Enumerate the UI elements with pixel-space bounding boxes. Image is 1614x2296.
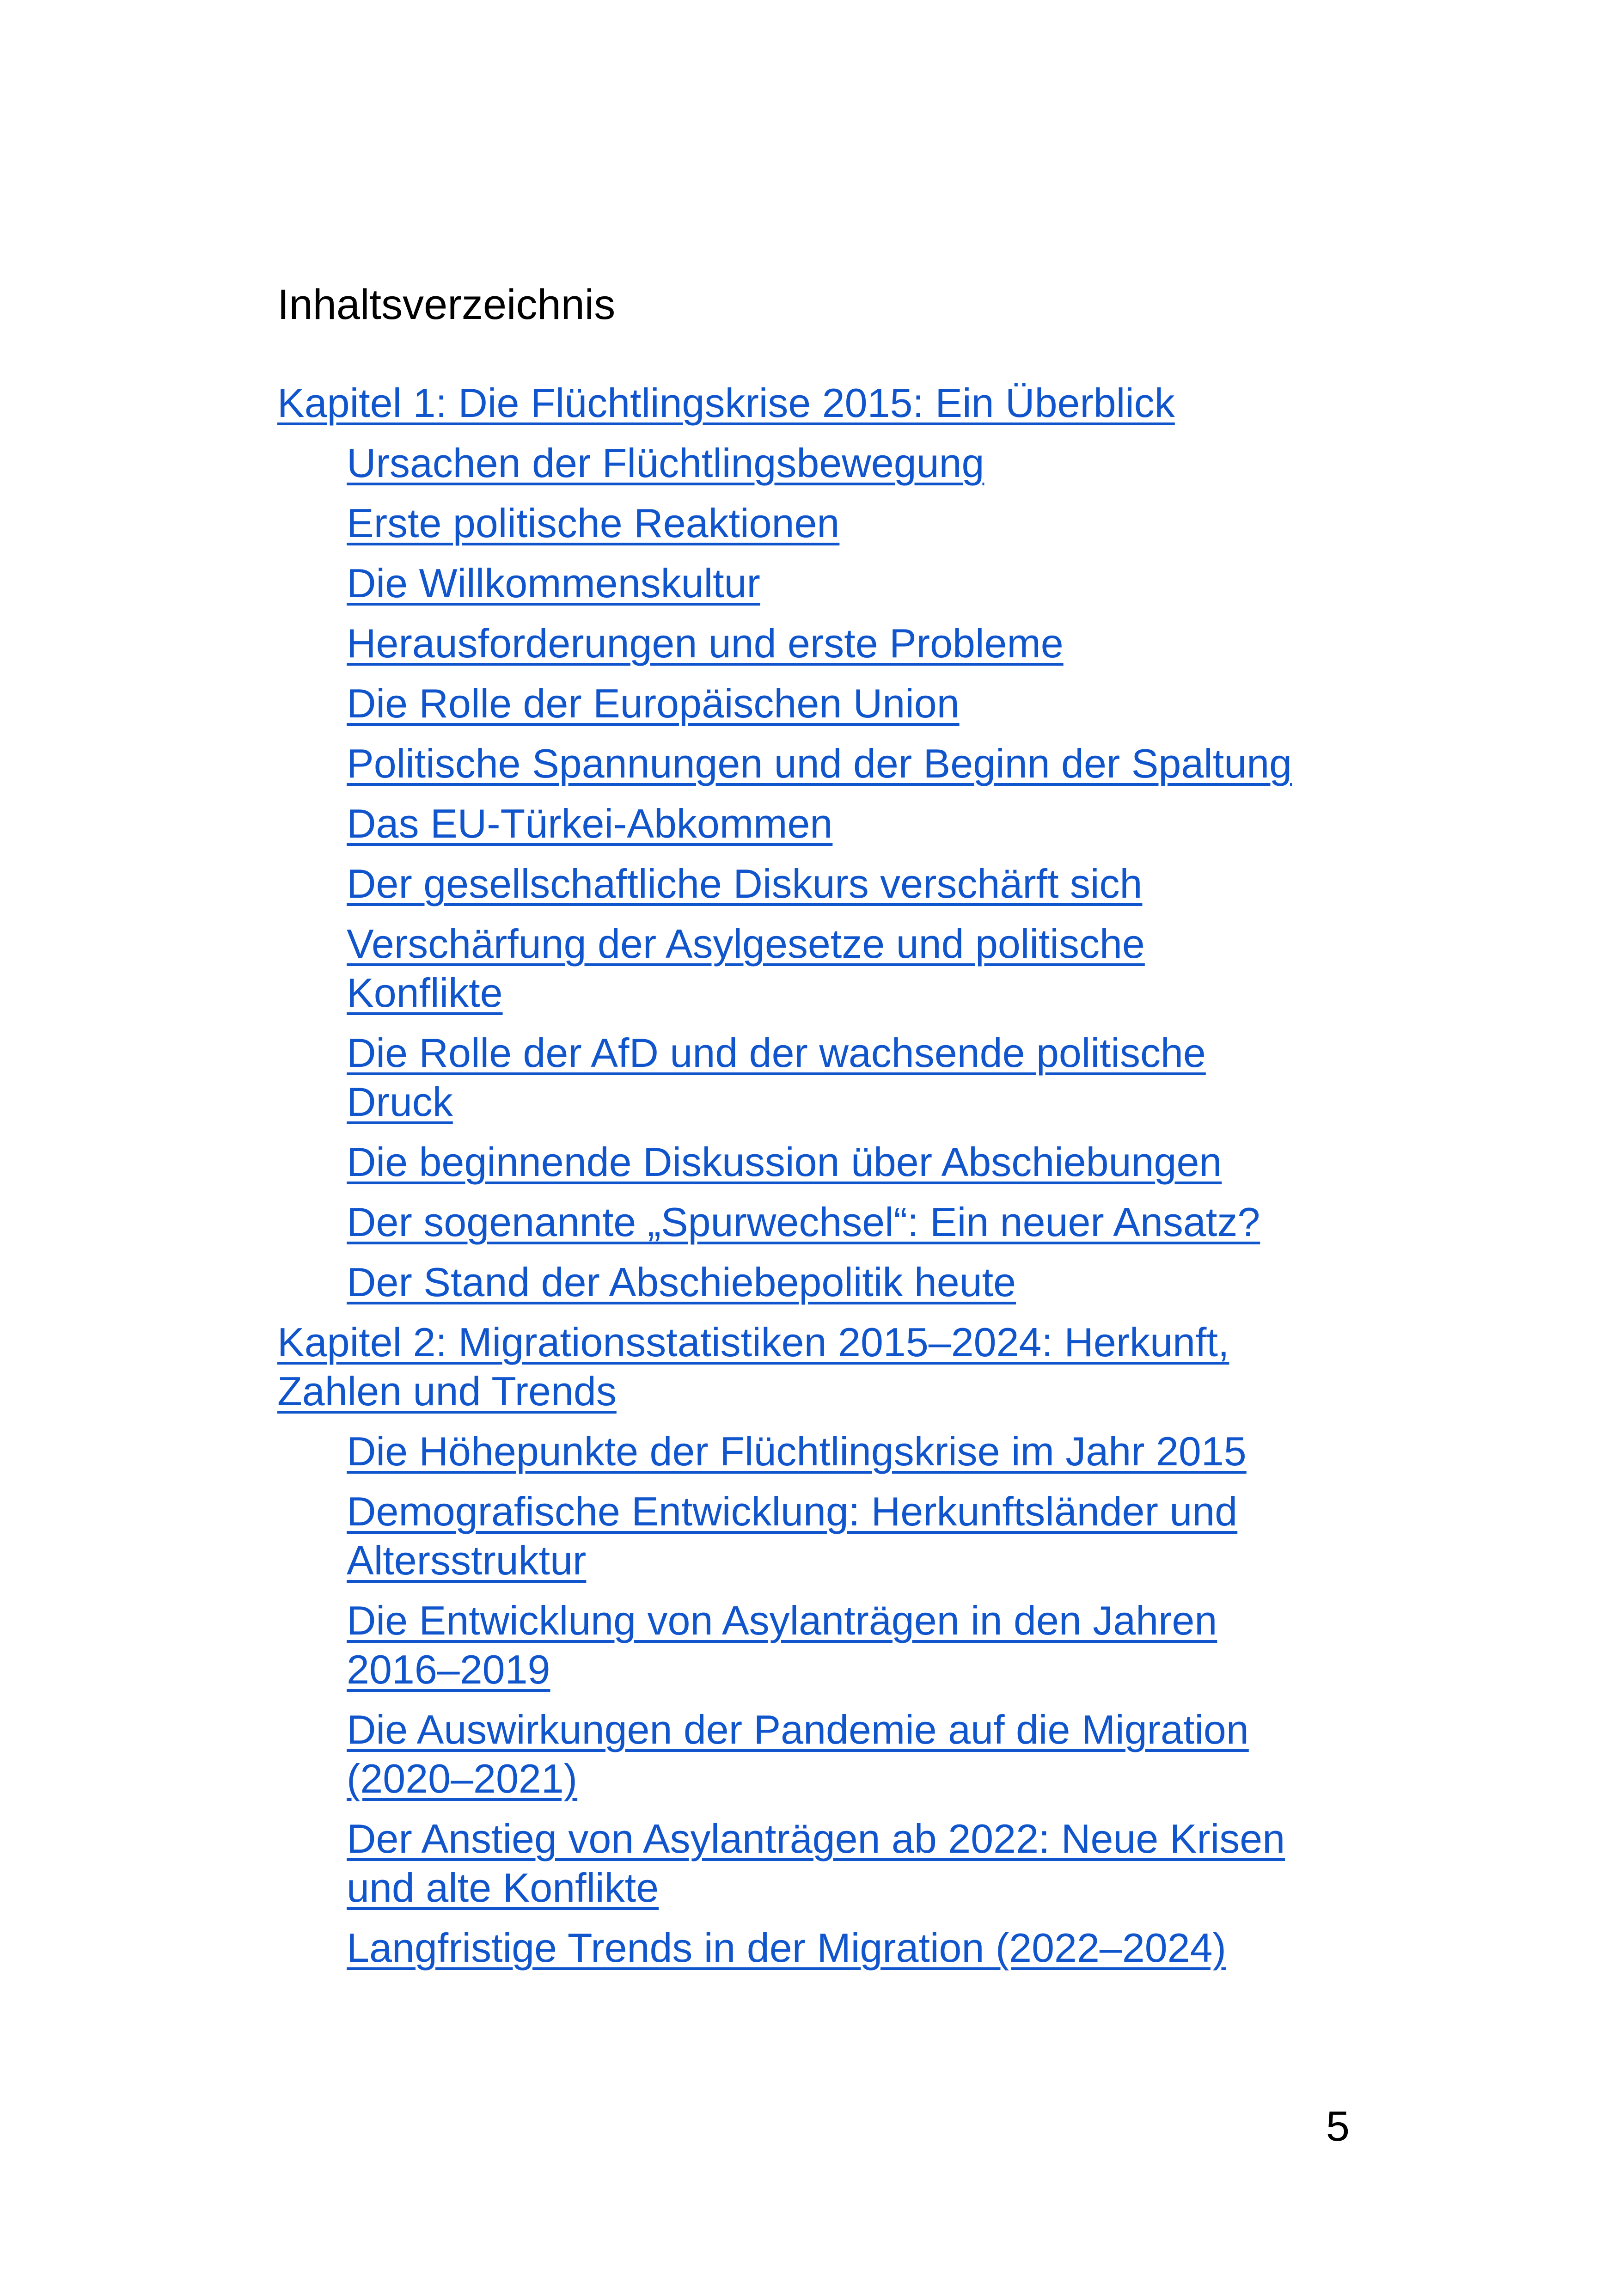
toc-section-link[interactable] (277, 1923, 1387, 1972)
toc-entry-line: Demografische Entwicklung: Herkunftsländer und (347, 1488, 1238, 1534)
toc-section-link[interactable] (277, 1596, 1387, 1694)
toc-entry-line: Herausforderungen und erste Probleme (347, 620, 1064, 666)
toc-entry-line: Das EU-Türkei-Abkommen (347, 801, 833, 846)
toc-entry-line: Politische Spannungen und der Beginn der Spaltung (347, 741, 1292, 786)
toc-section-link[interactable] (277, 1138, 1387, 1187)
toc-entry-line: und alte Konflikte (347, 1865, 659, 1910)
toc-chapter-link[interactable] (277, 379, 1387, 428)
toc-entry-line: Der Anstieg von Asylanträgen ab 2022: Neue Krisen (347, 1816, 1285, 1861)
toc-entry-line: Die Rolle der Europäischen Union (347, 680, 960, 726)
toc-section-link[interactable] (277, 679, 1387, 728)
toc-entry-line: Die Entwicklung von Asylanträgen in den Jahren (347, 1598, 1217, 1643)
toc-section-link[interactable] (277, 439, 1387, 488)
toc-entry-line: Altersstruktur (347, 1537, 587, 1583)
toc-section-link[interactable] (277, 619, 1387, 668)
toc-entry-line: Verschärfung der Asylgesetze und politische (347, 921, 1145, 967)
toc-entry-line: Die beginnende Diskussion über Abschiebungen (347, 1139, 1222, 1185)
toc-entry-line: Der Stand der Abschiebepolitik heute (347, 1259, 1016, 1305)
toc-entry-line: Die Willkommenskultur (347, 560, 760, 606)
toc-entry-line: Langfristige Trends in der Migration (2022–2024) (347, 1925, 1226, 1971)
toc-section-link[interactable] (277, 859, 1387, 908)
toc-section-link[interactable] (277, 1258, 1387, 1307)
toc-section-link[interactable] (277, 799, 1387, 848)
toc-entry-line: Die Auswirkungen der Pandemie auf die Migration (347, 1707, 1249, 1752)
toc-entry-line: Ursachen der Flüchtlingsbewegung (347, 440, 984, 486)
toc-entry-line: 2016–2019 (347, 1647, 550, 1692)
toc-section-link[interactable] (277, 1487, 1387, 1585)
toc-entry-line: Kapitel 1: Die Flüchtlingskrise 2015: Ein Überblick (277, 380, 1175, 426)
toc-title: Inhaltsverzeichnis (277, 281, 616, 328)
toc-section-link[interactable] (277, 1705, 1387, 1803)
toc-entry-line: Druck (347, 1079, 453, 1125)
toc-chapter-link[interactable] (277, 1318, 1387, 1416)
page-number: 5 (1326, 2103, 1350, 2150)
toc-entry-line: Kapitel 2: Migrationsstatistiken 2015–2024: Herkunft, (277, 1319, 1229, 1365)
toc-entry-line: Die Rolle der AfD und der wachsende politische (347, 1030, 1206, 1076)
toc-entry-line: Zahlen und Trends (277, 1368, 617, 1414)
toc-section-link[interactable] (277, 1814, 1387, 1912)
toc-section-link[interactable] (277, 1198, 1387, 1247)
toc-list (277, 379, 1387, 1984)
toc-entry-line: Der sogenannte „Spurwechsel“: Ein neuer Ansatz? (347, 1199, 1260, 1245)
toc-entry-line: (2020–2021) (347, 1756, 578, 1801)
toc-section-link[interactable] (277, 1427, 1387, 1476)
toc-section-link[interactable] (277, 559, 1387, 608)
toc-section-link[interactable] (277, 919, 1387, 1017)
toc-entry-line: Die Höhepunkte der Flüchtlingskrise im Jahr 2015 (347, 1428, 1247, 1474)
toc-entry-line: Erste politische Reaktionen (347, 500, 840, 546)
toc-section-link[interactable] (277, 739, 1387, 788)
toc-section-link[interactable] (277, 499, 1387, 548)
toc-entry-line: Der gesellschaftliche Diskurs verschärft sich (347, 861, 1143, 906)
toc-entry-line: Konflikte (347, 970, 503, 1016)
toc-section-link[interactable] (277, 1029, 1387, 1127)
